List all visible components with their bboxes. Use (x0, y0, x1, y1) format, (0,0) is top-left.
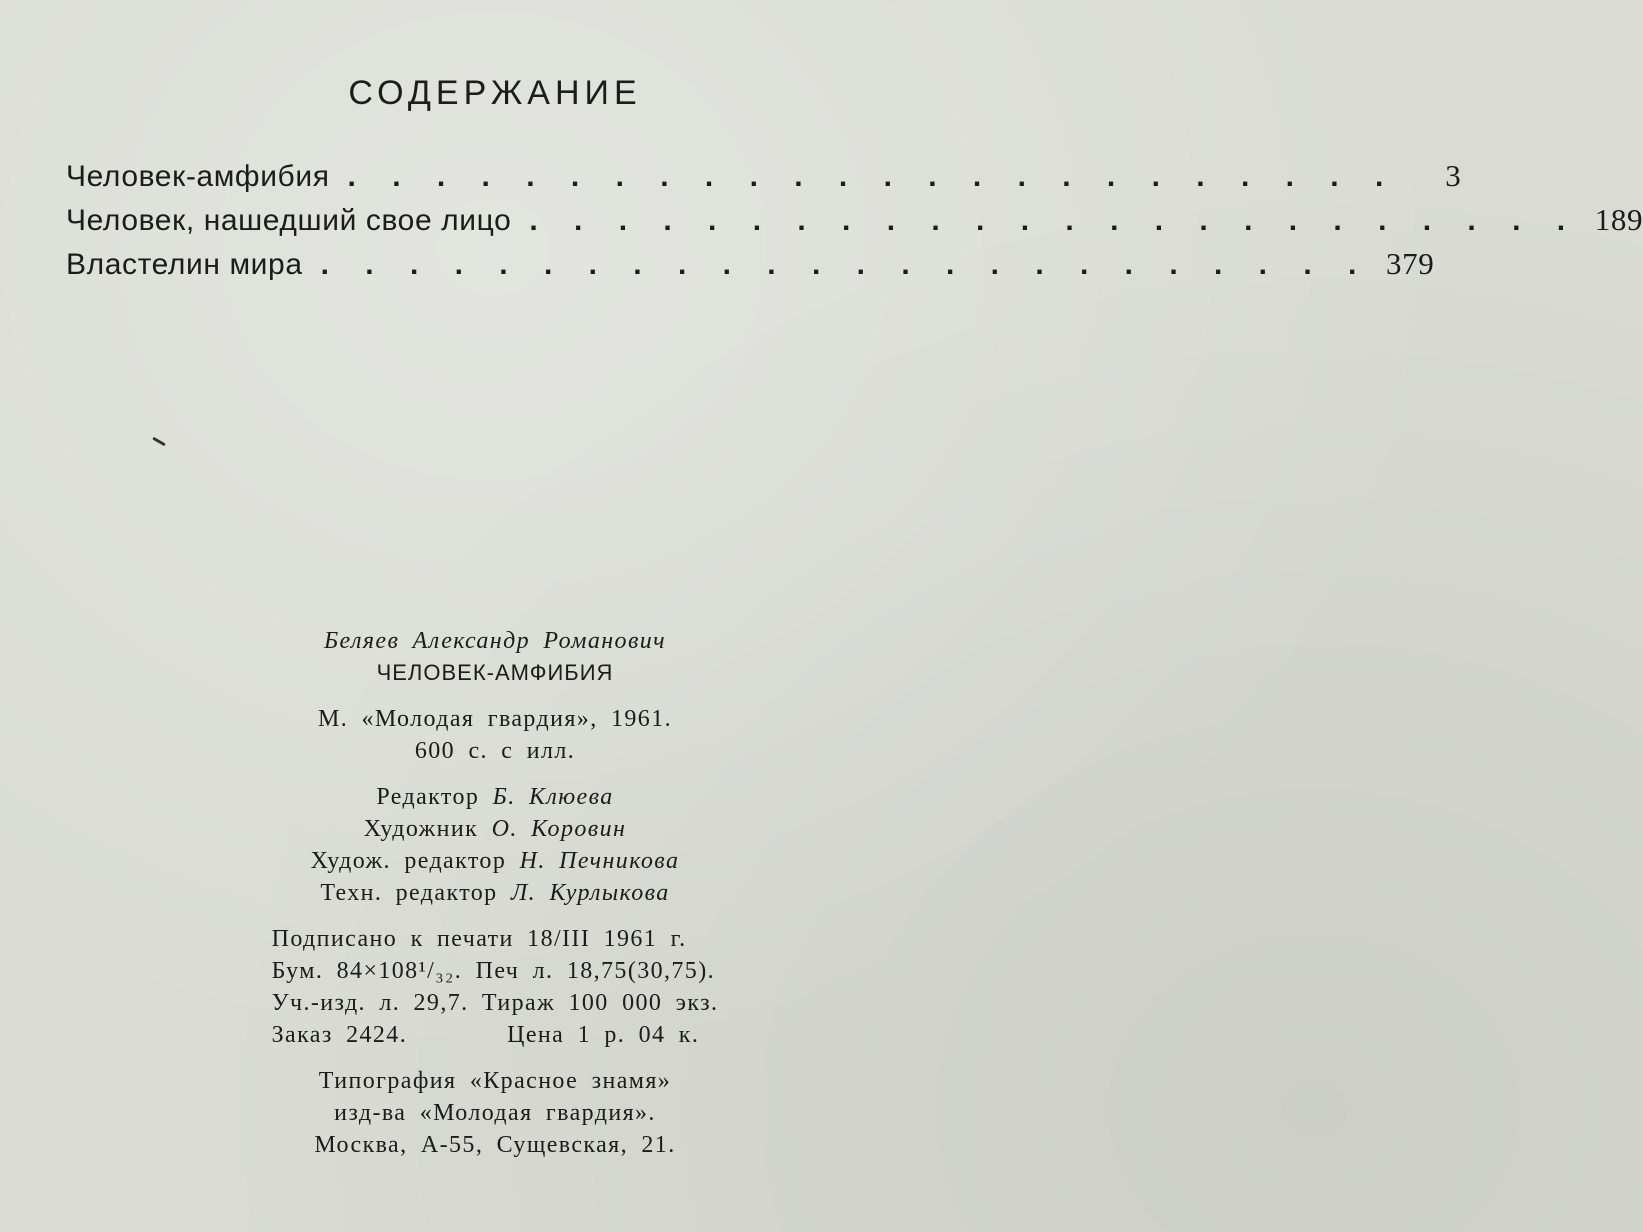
credit-name: Б. Клюева (492, 784, 614, 810)
ink-speck (152, 437, 166, 447)
credit-name: Н. Печникова (519, 848, 680, 874)
toc-entry (66, 158, 1462, 202)
print-run: Уч.-изд. л. 29,7. Тираж 100 000 экз. (271, 990, 719, 1016)
toc-heading: СОДЕРЖАНИЕ (348, 74, 642, 112)
signed-to-print: Подписано к печати 18/III 1961 г. (271, 926, 687, 952)
printer-line: Типография «Красное знамя» (318, 1068, 672, 1094)
credit-name: О. Коровин (491, 816, 627, 842)
colophon (0, 628, 990, 1164)
toc-entry-page: 379 (1386, 246, 1435, 281)
price: Цена 1 р. 04 к. (507, 1022, 700, 1048)
credit-role: Художник (363, 816, 479, 842)
table-of-contents (66, 158, 1643, 290)
toc-entry-page: 3 (1445, 158, 1462, 193)
credit-role: Худож. редактор (310, 848, 507, 874)
credit-artist (0, 816, 990, 848)
toc-leader-dots: . . . . . . . . . . . . . . . . . . . . . . . . (347, 160, 1398, 193)
toc-entry (66, 202, 1643, 246)
order-number: Заказ 2424. (271, 1022, 408, 1048)
printer-address: Москва, А-55, Сущевская, 21. (314, 1132, 676, 1158)
toc-leader-dots: . . . . . . . . . . . . . . . . . . . . . . . . (320, 248, 1371, 281)
credit-role: Редактор (376, 784, 480, 810)
toc-entry-title: Властелин мира (66, 248, 303, 281)
toc-entry-title: Человек, нашедший свое лицо (66, 204, 512, 237)
toc-entry (66, 246, 1435, 290)
author-name: Беляев Александр Романович (323, 628, 667, 654)
credit-editor (0, 784, 990, 816)
pages-line: 600 с. с илл. (414, 738, 576, 764)
order-price-row (272, 1022, 719, 1054)
toc-leader-dots: . . . . . . . . . . . . . . . . . . . . . . . . (529, 204, 1580, 237)
toc-entry-title: Человек-амфибия (66, 160, 330, 193)
toc-entry-page: 189 (1594, 202, 1643, 237)
book-title: ЧЕЛОВЕК-АМФИБИЯ (376, 660, 614, 685)
credit-role: Техн. редактор (320, 880, 498, 906)
paper-format: Бум. 84×108¹/₃₂. Печ л. 18,75(30,75). (271, 958, 715, 984)
credit-name: Л. Курлыкова (510, 880, 670, 906)
credit-tech-editor (0, 880, 990, 912)
credit-art-editor (0, 848, 990, 880)
publisher-line: М. «Молодая гвардия», 1961. (317, 706, 673, 732)
print-details (272, 926, 719, 1054)
printer-line: изд-ва «Молодая гвардия». (334, 1100, 656, 1126)
